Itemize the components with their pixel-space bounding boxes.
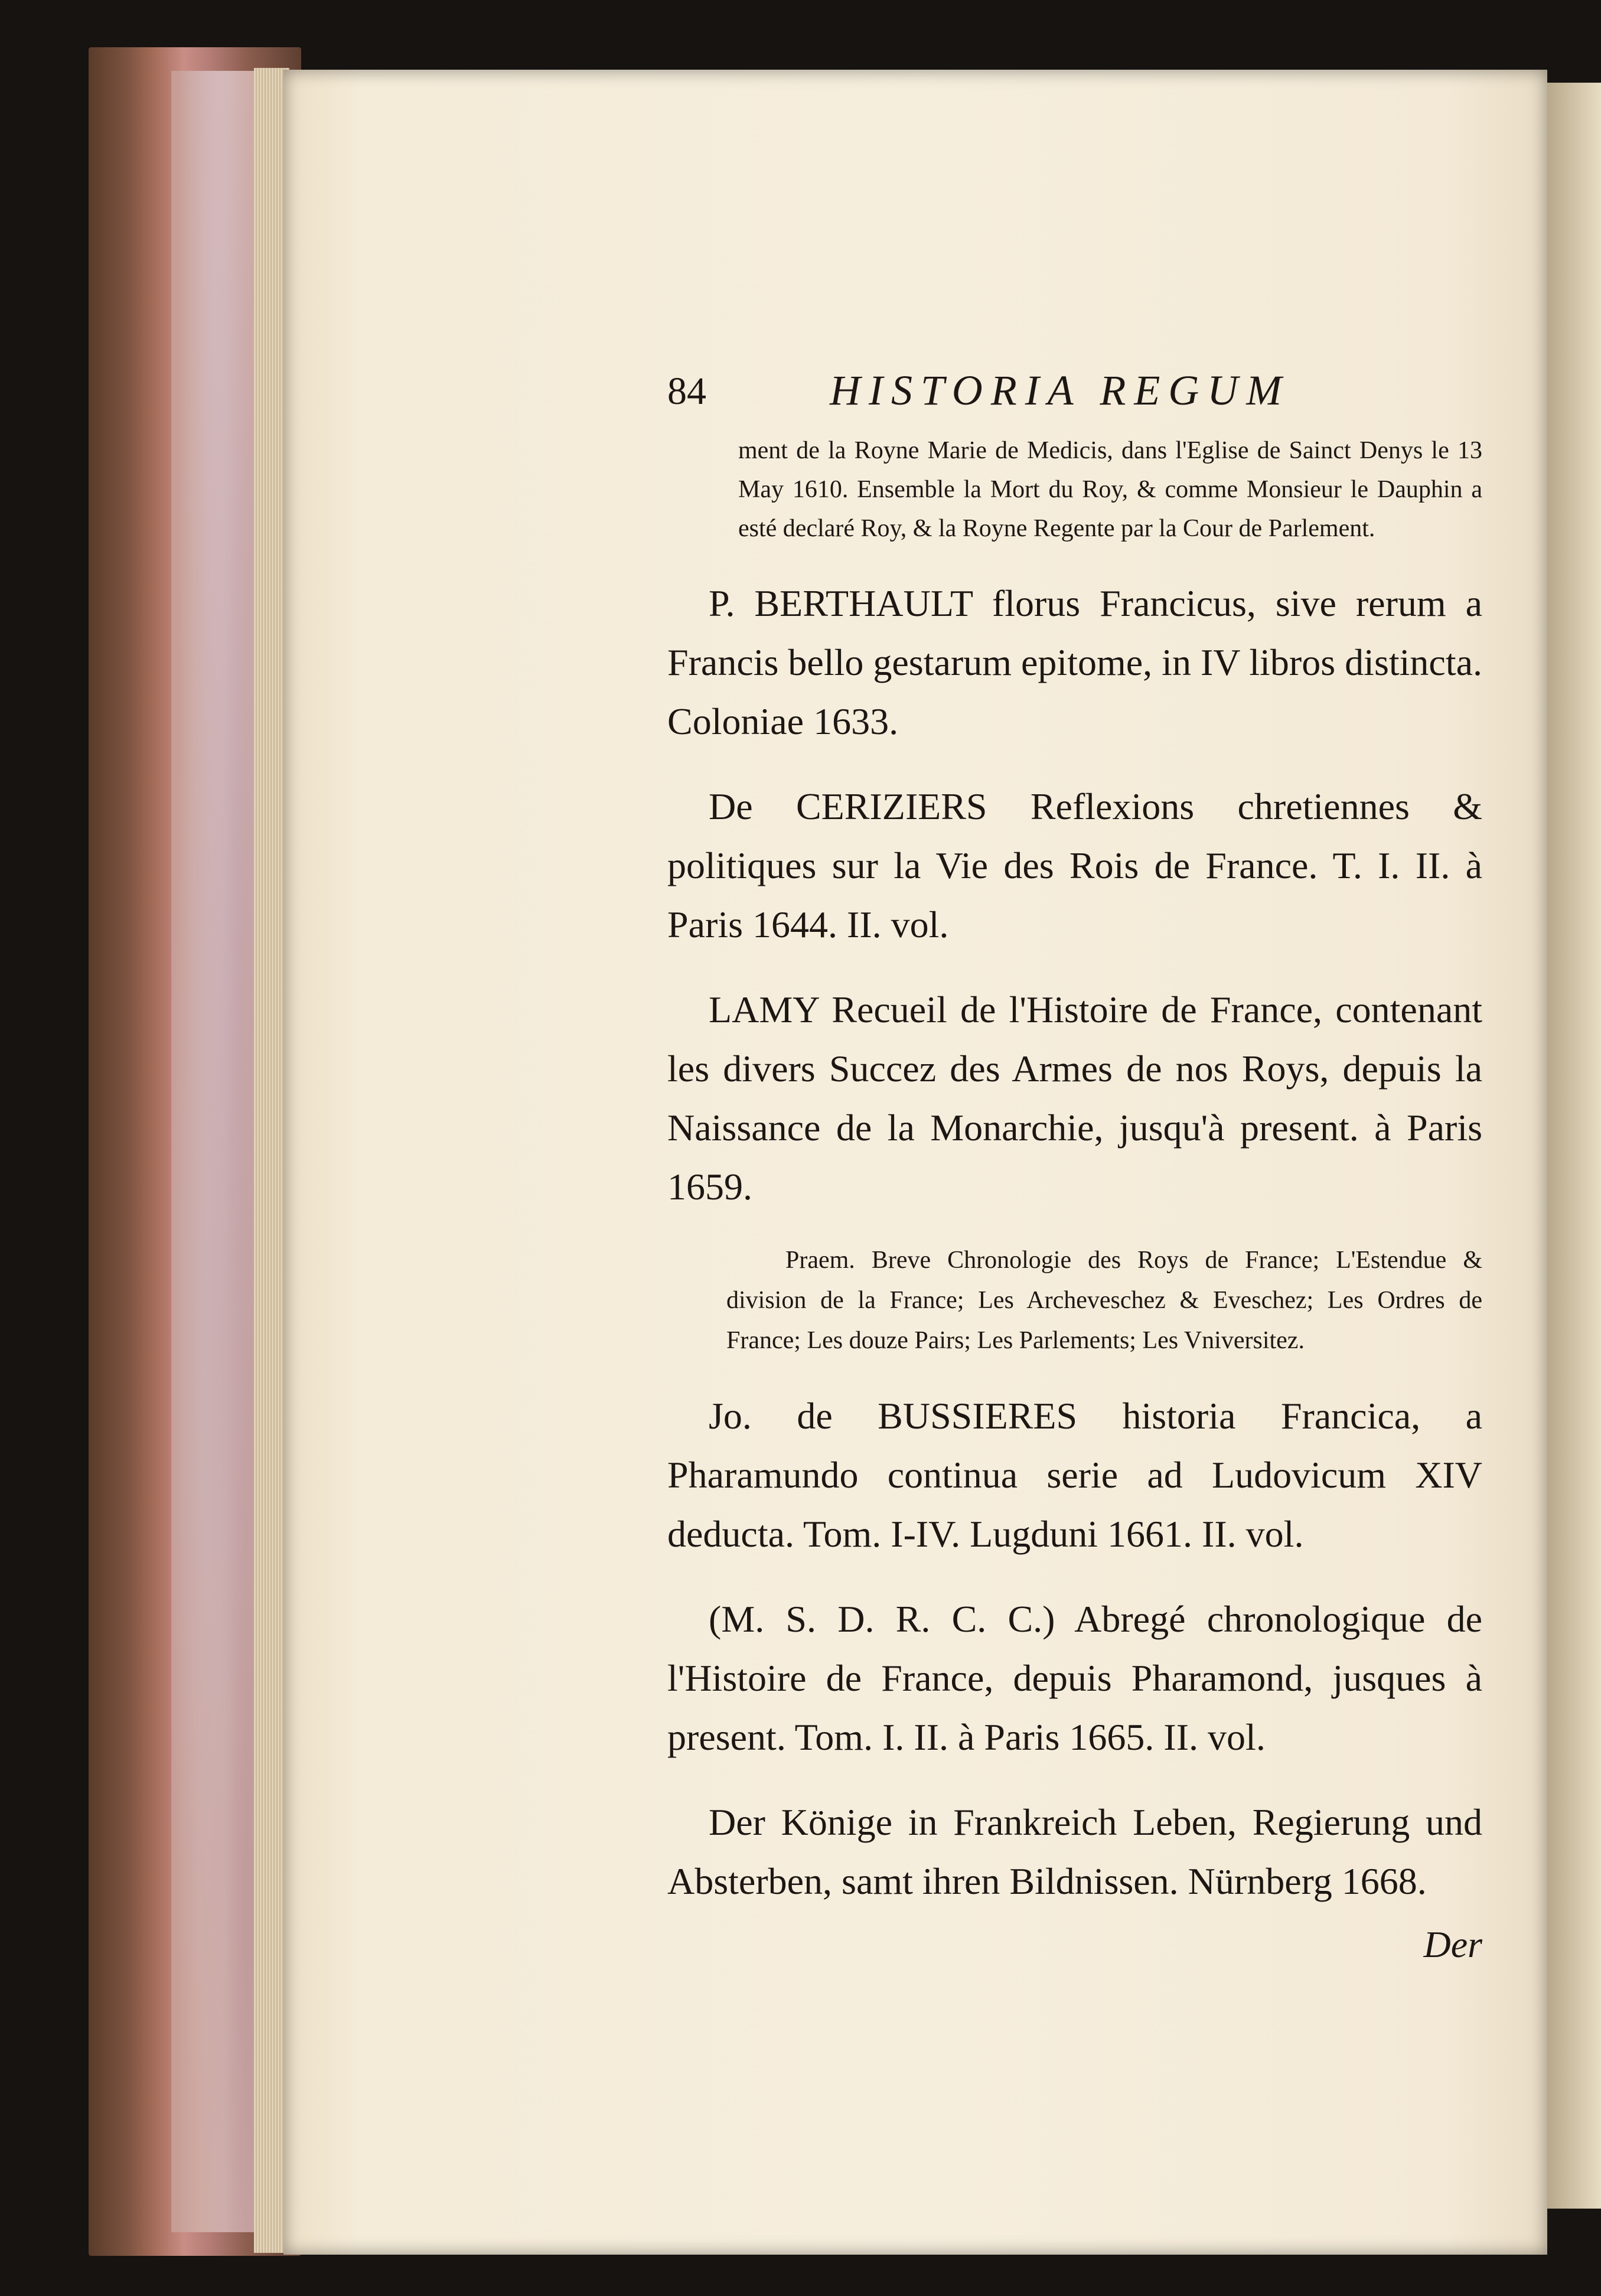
note-praem: Praem. Breve Chronologie des Roys de France; L'Estendue & division de la France; Les Archeveschez & Eveschez; Les Ordres de France; Les douze Pairs; Les Parlements; Les Vniversitez.: [726, 1247, 1482, 1354]
entry-lamy: LAMY Recueil de l'Histoire de France, contenant les divers Succez des Armes de nos Roys, depuis la Naissance de la Monarchie, jusqu'à present. à Paris 1659.: [667, 989, 1482, 1208]
entry-ceriziers: De CERIZIERS Reflexions chretiennes & politiques sur la Vie des Rois de France. T. I. II. à Paris 1644. II. vol.: [667, 785, 1482, 945]
entry-abrege: (M. S. D. R. C. C.) Abregé chronologique de l'Histoire de France, depuis Pharamond, jusques à present. Tom. I. II. à Paris 1665. II. vol.: [667, 1598, 1482, 1758]
catchword: Der: [1423, 1923, 1482, 1965]
facing-page-edge: [1547, 83, 1601, 2209]
text-block: [667, 366, 1482, 1966]
entry-bussieres: Jo. de BUSSIERES historia Francica, a Pharamundo continua serie ad Ludovicum XIV deducta. Tom. I-IV. Lugduni 1661. II. vol.: [667, 1395, 1482, 1555]
running-title: HISTORIA REGUM: [830, 367, 1290, 414]
entry-konige: Der Könige in Frankreich Leben, Regierung und Absterben, samt ihren Bildnissen. Nürnberg 1668.: [667, 1801, 1482, 1902]
page-header: [667, 366, 1482, 431]
page-number: 84: [667, 370, 706, 413]
intro-paragraph: ment de la Royne Marie de Medicis, dans l'Eglise de Sainct Denys le 13 May 1610. Ensemble la Mort du Roy, & comme Monsieur le Dauphin a esté declaré Roy, & la Royne Regente par la Cour de Parlement.: [738, 437, 1482, 542]
entry-berthault: P. BERTHAULT florus Francicus, sive rerum a Francis bello gestarum epitome, in IV libros distincta. Coloniae 1633.: [667, 582, 1482, 742]
